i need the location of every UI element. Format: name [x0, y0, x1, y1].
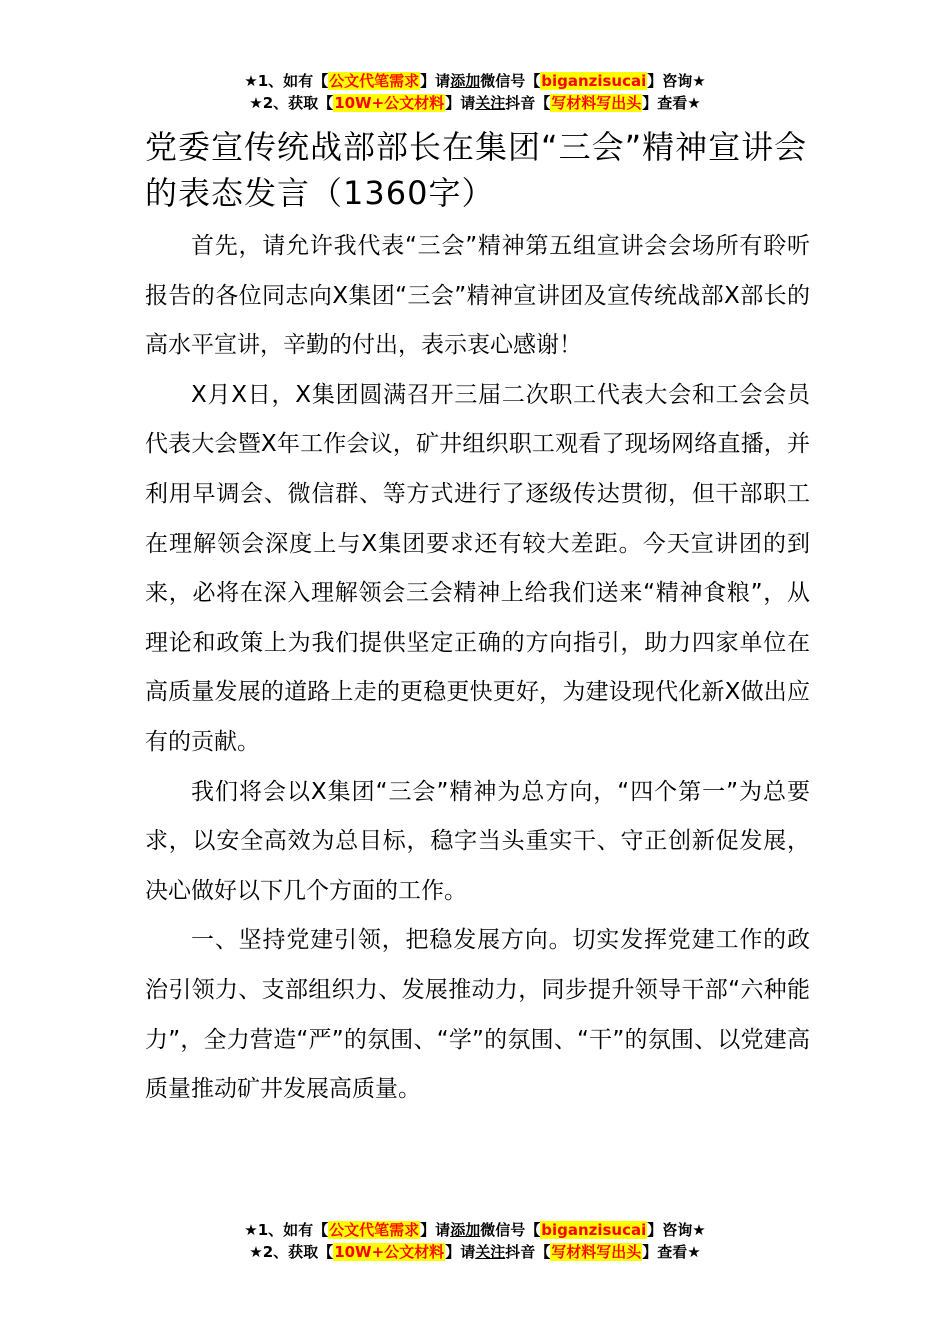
- banner-text: 抖音【: [505, 94, 551, 112]
- highlight-service: 公文代笔需求: [329, 72, 420, 90]
- banner-line-2: [0, 1241, 950, 1263]
- banner-emphasis: 添加: [450, 1221, 481, 1239]
- banner-text: ★2、获取【: [249, 1243, 334, 1261]
- banner-text: 】请: [445, 1243, 476, 1261]
- banner-text: 】请: [445, 94, 476, 112]
- paragraph: X月X日，X集团圆满召开三届二次职工代表大会和工会会员代表大会暨X年工作会议，矿井组织职工观看了现场网络直播，并利用早调会、微信群、等方式进行了逐级传达贯彻，但干部职工在理解领会深度上与X集团要求还有较大差距。今天宣讲团的到来，必将在深入理解领会三会精神上给我们送来“精神食粮”，从理论和政策上为我们提供坚定正确的方向指引，助力四家单位在高质量发展的道路上走的更稳更快更好，为建设现代化新X做出应有的贡献。: [145, 381, 810, 755]
- banner-text: 】请: [420, 72, 451, 90]
- highlight-douyin-account: 写材料写出头: [551, 94, 642, 112]
- banner-text: 微信号【: [480, 72, 541, 90]
- banner-emphasis: 关注: [475, 94, 506, 112]
- document-title: 党委宣传统战部部长在集团“三会”精神宣讲会的表态发言（1360字）: [145, 128, 808, 212]
- banner-text: 】咨询★: [647, 1221, 706, 1239]
- highlight-wechat-id: biganzisucai: [541, 72, 647, 90]
- banner-text: ★1、如有【: [244, 72, 329, 90]
- highlight-materials: 10W+公文材料: [334, 1243, 445, 1261]
- banner-line-1: [0, 70, 950, 92]
- paragraph: 一、坚持党建引领，把稳发展方向。切实发挥党建工作的政治引领力、支部组织力、发展推动力，同步提升领导干部“六种能力”，全力营造“严”的氛围、“学”的氛围、“干”的氛围、以党建高质量推动矿井发展高质量。: [145, 927, 810, 1103]
- document-body: [145, 222, 810, 1115]
- banner-text: 微信号【: [480, 1221, 541, 1239]
- banner-line-1: [0, 1219, 950, 1241]
- highlight-materials: 10W+公文材料: [334, 94, 445, 112]
- banner-text: 抖音【: [505, 1243, 551, 1261]
- banner-text: 】请: [420, 1221, 451, 1239]
- banner-text: ★1、如有【: [244, 1221, 329, 1239]
- highlight-douyin-account: 写材料写出头: [551, 1243, 642, 1261]
- banner-text: 】查看★: [642, 94, 701, 112]
- banner-text: ★2、获取【: [249, 94, 334, 112]
- top-banner: [0, 70, 950, 114]
- banner-line-2: [0, 92, 950, 114]
- highlight-wechat-id: biganzisucai: [541, 1221, 647, 1239]
- paragraph: 首先，请允许我代表“三会”精神第五组宣讲会会场所有聆听报告的各位同志向X集团“三会”精神宣讲团及宣传统战部X部长的高水平宣讲，辛勤的付出，表示衷心感谢！: [145, 233, 810, 359]
- bottom-banner: [0, 1219, 950, 1263]
- paragraph: 我们将会以X集团“三会”精神为总方向，“四个第一”为总要求，以安全高效为总目标，稳字当头重实干、守正创新促发展，决心做好以下几个方面的工作。: [145, 778, 810, 904]
- banner-emphasis: 添加: [450, 72, 481, 90]
- banner-emphasis: 关注: [475, 1243, 506, 1261]
- banner-text: 】咨询★: [647, 72, 706, 90]
- highlight-service: 公文代笔需求: [329, 1221, 420, 1239]
- banner-text: 】查看★: [642, 1243, 701, 1261]
